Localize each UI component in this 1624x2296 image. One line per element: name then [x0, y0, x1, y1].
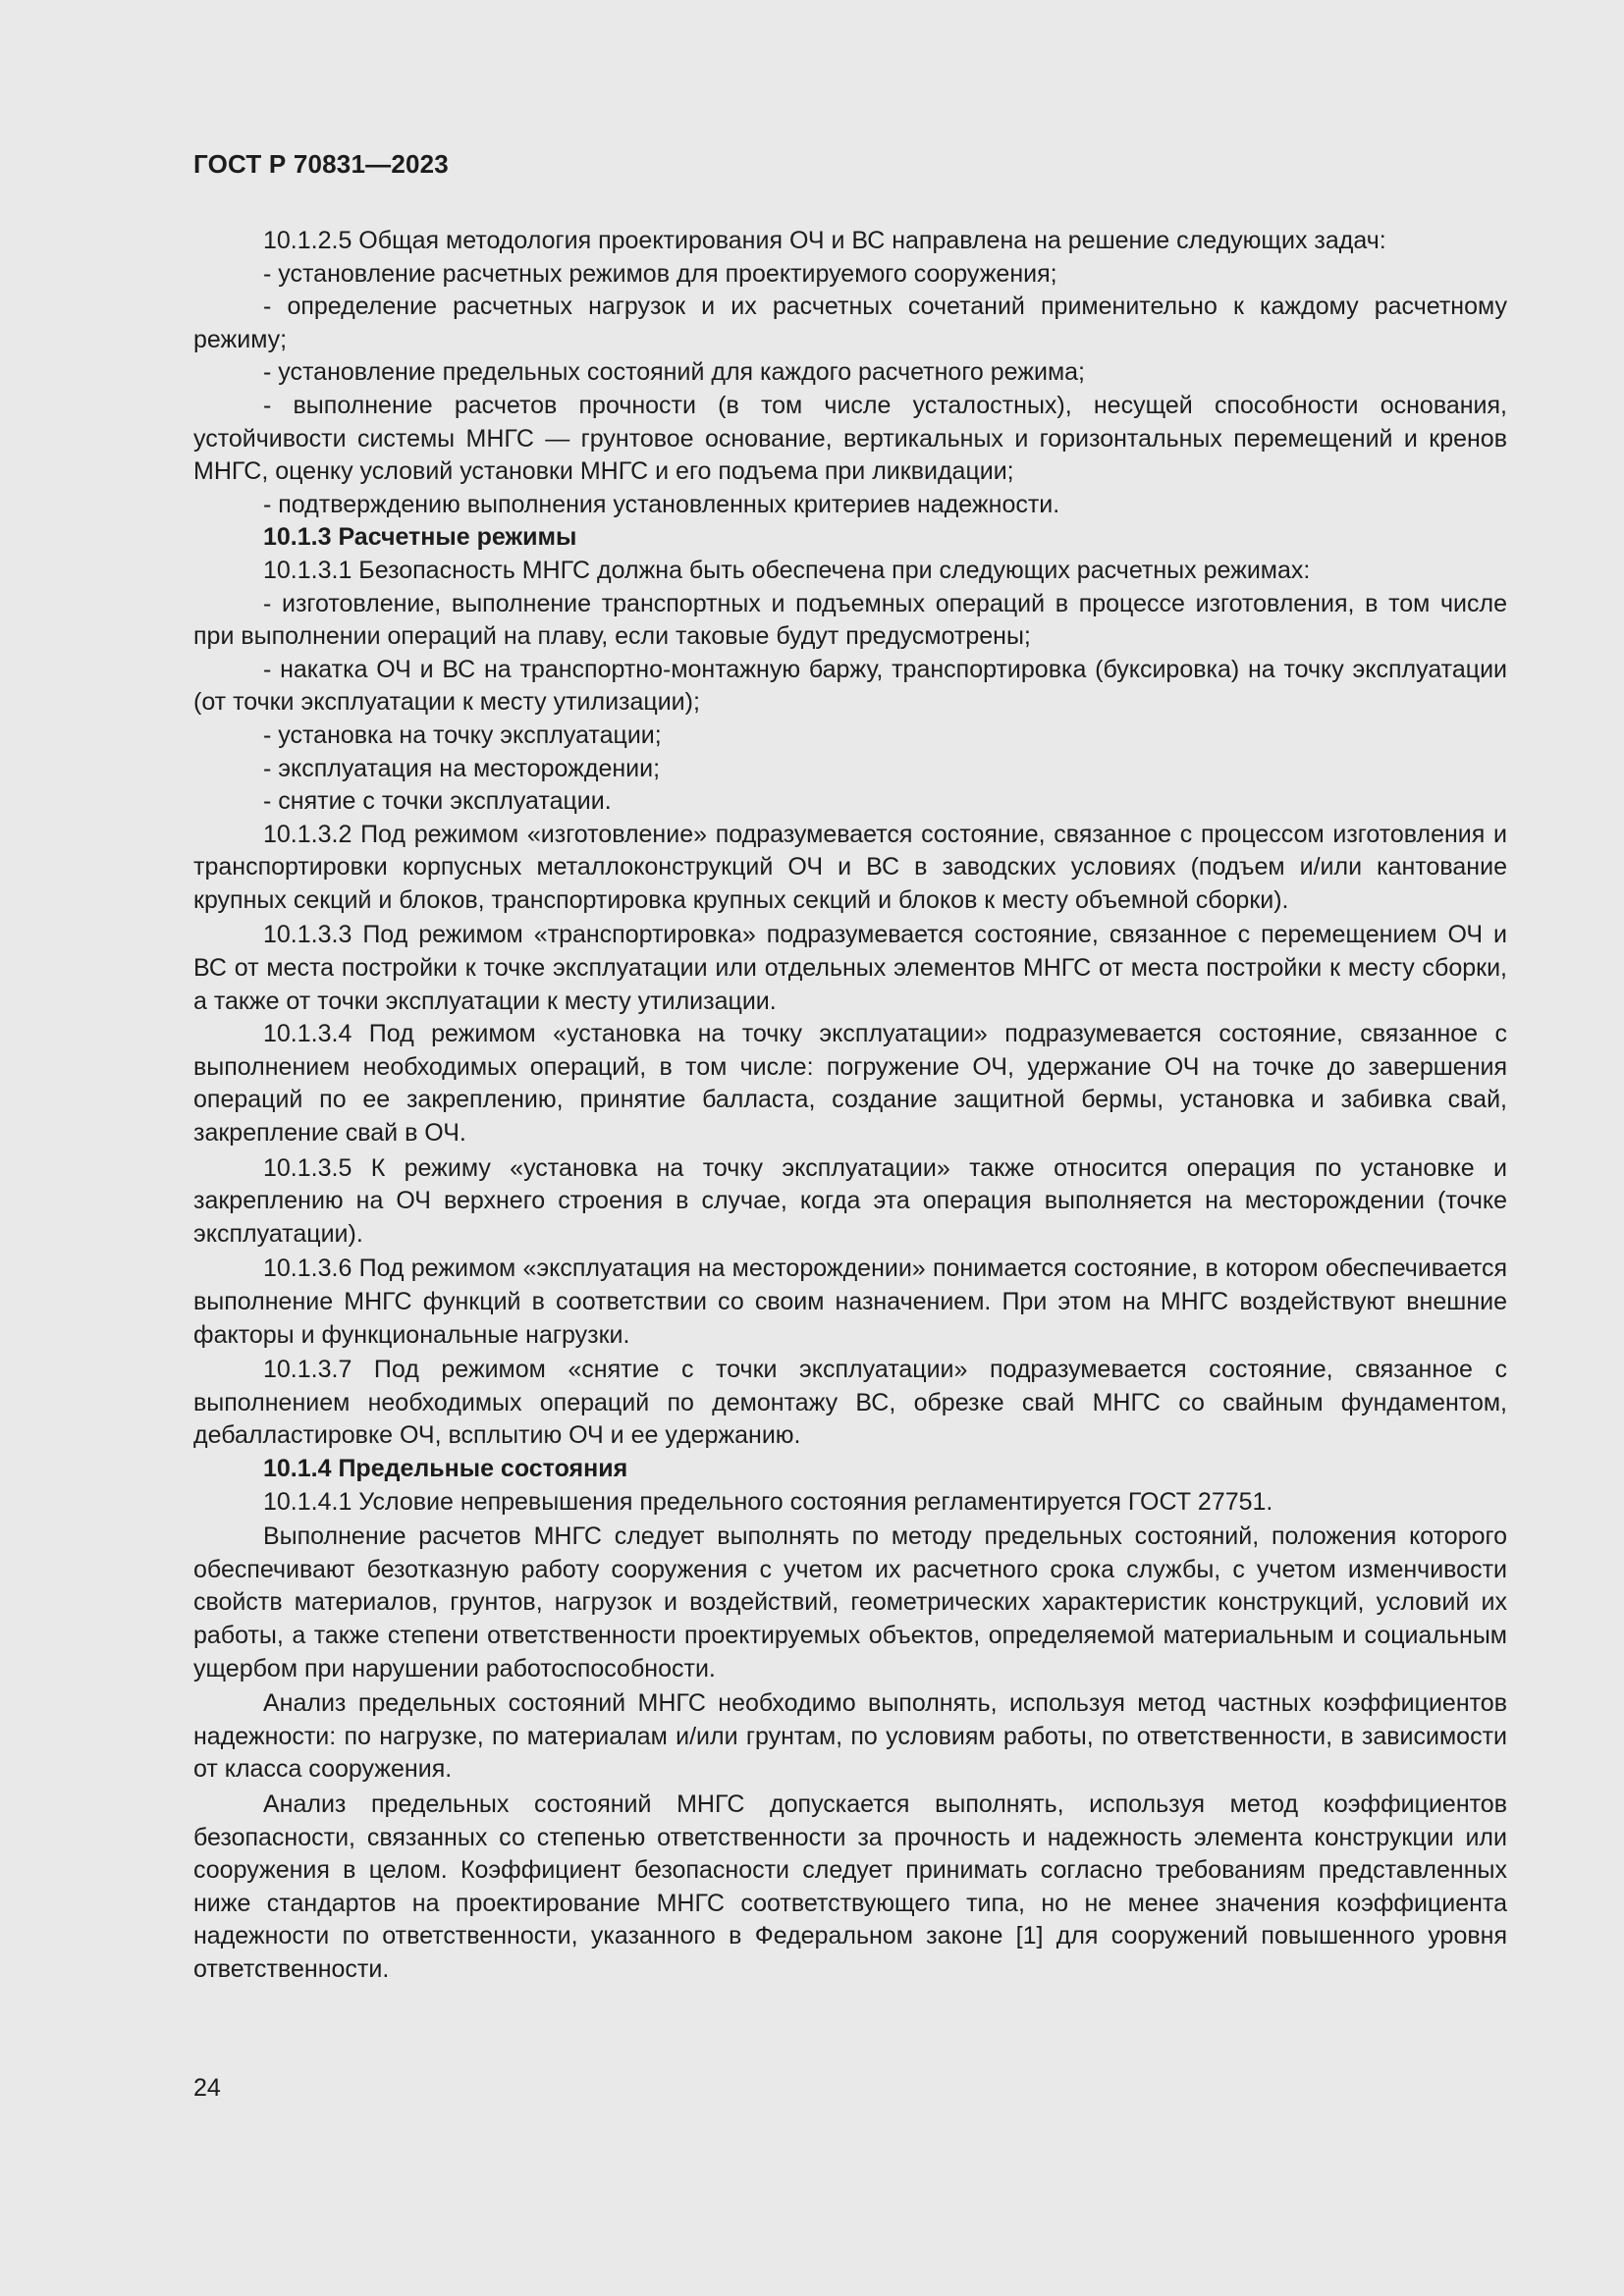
- paragraph-safety-coefficients: Анализ предельных состояний МНГС допускается выполнять, используя метод коэффициентов безопасности, связанных со степенью ответственности за прочность и надежность элемента конструкции или сооружения в целом. Коэффициент безопасности следует принимать согласно требованиям представленных ниже стандартов на проектирование МНГС соответствующего типа, но не менее значения коэффициента надежности по ответственности, указанного в Федеральном законе [1] для сооружений повышенного уровня ответственности.: [193, 1789, 1507, 1983]
- list-item: - установка на точку эксплуатации;: [263, 721, 662, 749]
- paragraph-10-1-3-4: 10.1.3.4 Под режимом «установка на точку эксплуатации» подразумевается состояние, связанное с выполнением необходимых операций, в том числе: погружение ОЧ, удержание ОЧ на точке до завершения операций по ее закреплению, принятие балласта, создание защитной бермы, установка и забивка свай, закрепление свай в ОЧ.: [193, 1020, 1507, 1148]
- page-number: 24: [193, 2074, 221, 2102]
- list-item: - накатка ОЧ и ВС на транспортно-монтажную баржу, транспортировка (буксировка) на точку эксплуатации (от точки эксплуатации к месту утилизации);: [193, 655, 1507, 717]
- section-heading-10-1-3: 10.1.3 Расчетные режимы: [263, 523, 577, 552]
- paragraph-limit-states-method: Выполнение расчетов МНГС следует выполнять по методу предельных состояний, положения которого обеспечивают безотказную работу сооружения с учетом их расчетного срока службы, с учетом изменчивости свойств материалов, грунтов, нагрузок и воздействий, геометрических характеристик конструкций, условий их работы, а также степени ответственности проектируемых объектов, определяемой материальным и социальным ущербом при нарушении работоспособности.: [193, 1522, 1507, 1682]
- list-item: - выполнение расчетов прочности (в том числе усталостных), несущей способности основания, устойчивости системы МНГС — грунтовое основание, вертикальных и горизонтальных перемещений и кренов МНГС, оценку условий установки МНГС и его подъема при ликвидации;: [193, 391, 1507, 486]
- list-item: - установление расчетных режимов для проектируемого сооружения;: [263, 259, 1057, 288]
- list-item: - изготовление, выполнение транспортных и подъемных операций в процессе изготовления, в том числе при выполнении операций на плаву, если таковые будут предусмотрены;: [193, 589, 1507, 651]
- paragraph-10-1-3-5: 10.1.3.5 К режиму «установка на точку эксплуатации» также относится операция по установке и закреплению на ОЧ верхнего строения в случае, когда эта операция выполняется на месторождении (точке эксплуатации).: [193, 1153, 1507, 1248]
- paragraph-10-1-3-3: 10.1.3.3 Под режимом «транспортировка» подразумевается состояние, связанное с перемещением ОЧ и ВС от места постройки к точке эксплуатации или отдельных элементов МНГС от места постройки к месту сборки, а также от точки эксплуатации к месту утилизации.: [193, 921, 1507, 1015]
- list-item: - эксплуатация на месторождении;: [263, 754, 661, 782]
- paragraph-10-1-4-1: 10.1.4.1 Условие непревышения предельного состояния регламентируется ГОСТ 27751.: [263, 1487, 1273, 1516]
- document-body: [193, 225, 1507, 1986]
- paragraph-10-1-3-1: 10.1.3.1 Безопасность МНГС должна быть обеспечена при следующих расчетных режимах:: [263, 556, 1311, 584]
- paragraph-10-1-3-2: 10.1.3.2 Под режимом «изготовление» подразумевается состояние, связанное с процессом изготовления и транспортировки корпусных металлоконструкций ОЧ и ВС в заводских условиях (подъем и/или кантование крупных секций и блоков, транспортировка крупных секций и блоков к месту объемной сборки).: [193, 820, 1507, 914]
- list-item: - установление предельных состояний для каждого расчетного режима;: [263, 358, 1085, 387]
- list-item: - подтверждению выполнения установленных критериев надежности.: [263, 490, 1060, 518]
- list-item: - снятие с точки эксплуатации.: [263, 787, 612, 816]
- paragraph-10-1-2-5: 10.1.2.5 Общая методология проектирования ОЧ и ВС направлена на решение следующих задач:: [263, 227, 1386, 254]
- paragraph-partial-coefficients: Анализ предельных состояний МНГС необходимо выполнять, используя метод частных коэффициентов надежности: по нагрузке, по материалам и/или грунтам, по условиям работы, по ответственности, в зависимости от класса сооружения.: [193, 1689, 1507, 1784]
- document-code-header: ГОСТ Р 70831—2023: [193, 149, 449, 179]
- list-item: - определение расчетных нагрузок и их расчетных сочетаний применительно к каждому расчетному режиму;: [193, 293, 1507, 353]
- paragraph-10-1-3-6: 10.1.3.6 Под режимом «эксплуатация на месторождении» понимается состояние, в котором обеспечивается выполнение МНГС функций в соответствии со своим назначением. При этом на МНГС воздействуют внешние факторы и функциональные нагрузки.: [193, 1255, 1507, 1349]
- paragraph-10-1-3-7: 10.1.3.7 Под режимом «снятие с точки эксплуатации» подразумевается состояние, связанное с выполнением необходимых операций по демонтажу ВС, обрезке свай МНГС со свайным фундаментом, дебалластировке ОЧ, всплытию ОЧ и ее удержанию.: [193, 1356, 1507, 1450]
- section-heading-10-1-4: 10.1.4 Предельные состояния: [263, 1454, 628, 1482]
